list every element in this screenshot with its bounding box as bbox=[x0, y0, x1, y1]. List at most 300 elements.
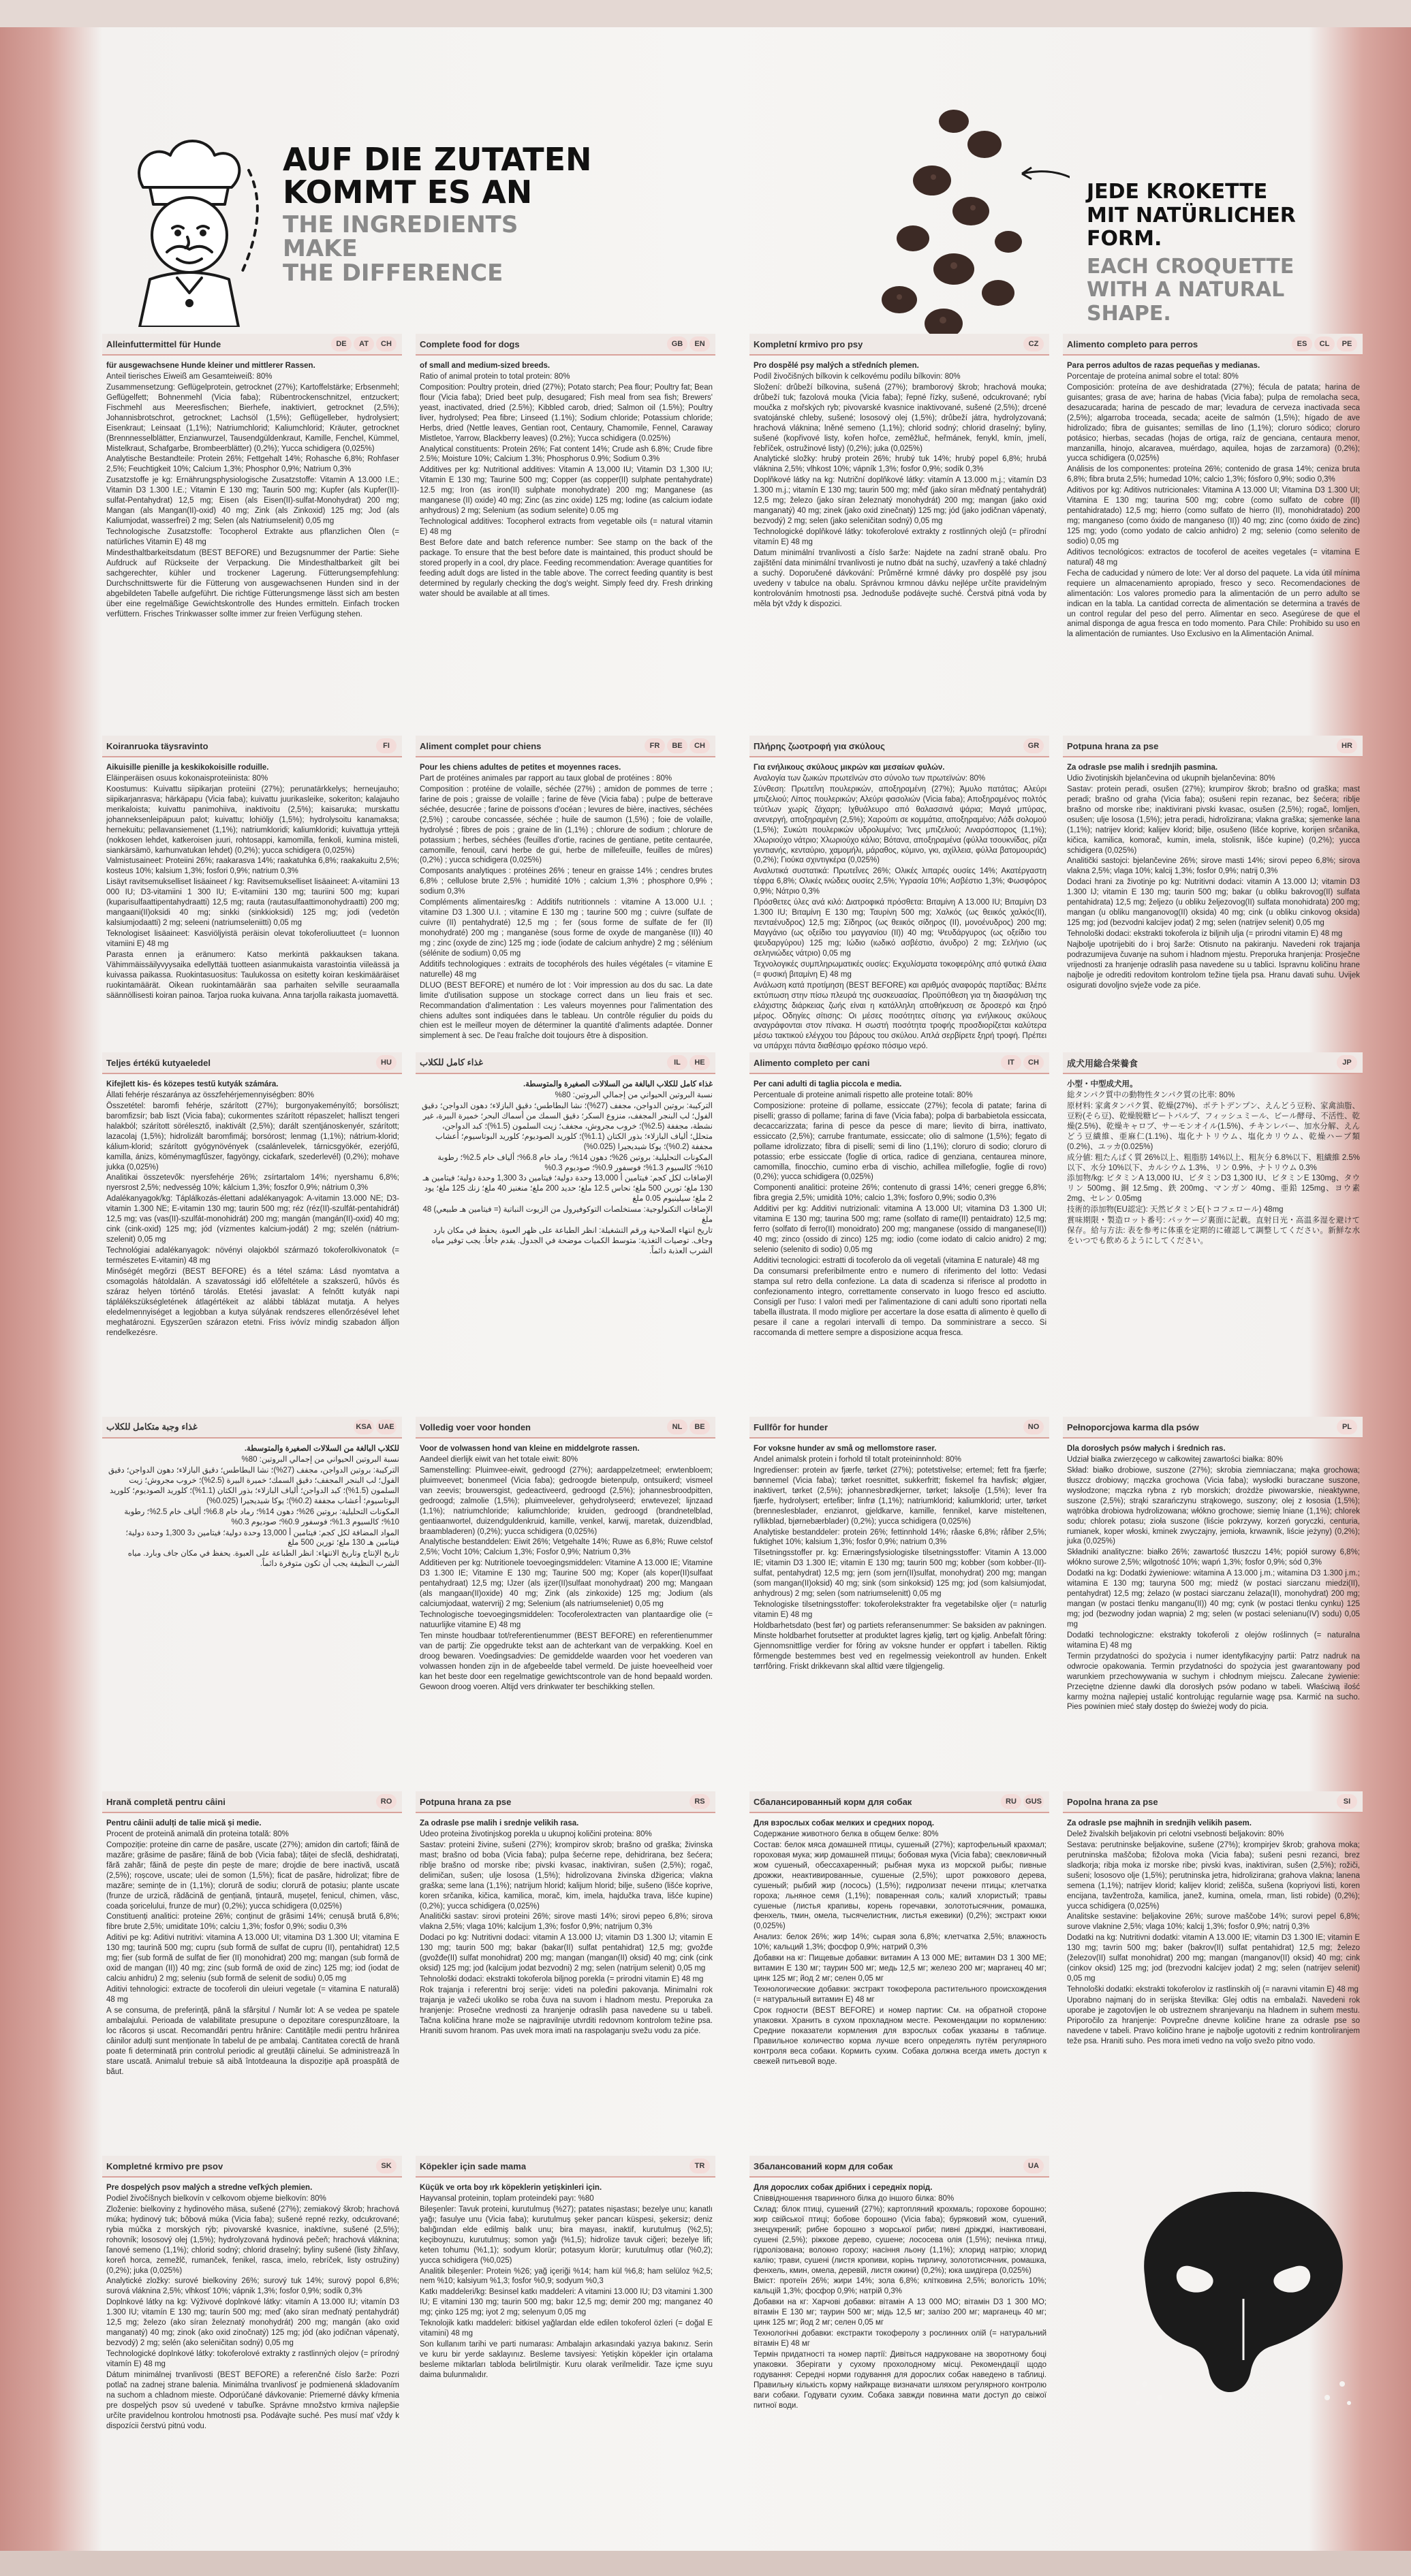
country-codes bbox=[1023, 738, 1044, 753]
panel-title: Fullfôr for hunder bbox=[754, 1421, 828, 1432]
panel-lead: Pour les chiens adultes de petites et moyennes races. bbox=[420, 764, 621, 772]
panel-text-line: Fecha de caducidad y número de lote: Ver al dorso del paquete. La vida útil mínima requiere un almacenamiento apropiado, fresco y seco. Recomendaciones de alimentación: Los valores promedio para la alimentación de un perro adulto se indican en la tabla. La cantidad correcta de alimentación se determina a través de un control regular del peso del perro. Alimentar en seco. Asegúrese de que el animal disponga de agua fresca en todo momento. Para Chile: Prohibido su uso en la alimentación de rumiantes. Uso Exclusivo en la Alimentación Animal. bbox=[1067, 569, 1360, 639]
panel-text-line: الإضافات لكل كجم: فيتامين أ 13,000 وحدة دولية؛ فيتامين د3 1,300 وحدة دولية؛ فيتامين هـ 130 ملغ؛ تورين 500 ملغ؛ نحاس 12.5 ملغ؛ حديد 200 ملغ؛ منغنيز 40 ملغ؛ زنك 125 ملغ؛ يود 2 ملغ؛ سيلينيوم 0.05 ملغ bbox=[422, 1174, 713, 1204]
panel-body bbox=[749, 356, 1049, 610]
panel-body bbox=[102, 2178, 402, 2432]
panel-lead: Za odrasle pse malih i srednjih pasmina. bbox=[1067, 764, 1218, 772]
panel-text-line: Analytické zložky: surové bielkoviny 26%; surový tuk 14%; surový popol 6,8%; surová vláknina 2,5%; vlhkosť 10%; vápnik 1,3%; fosfor 0,9%; sodík 0,3% bbox=[106, 2277, 399, 2296]
country-code-badge: PE bbox=[1337, 336, 1357, 351]
panel-lead: Для взрослых собак мелких и средних пород. bbox=[754, 1819, 935, 1827]
panel-body bbox=[1063, 757, 1363, 991]
panel-text-line: 総タンパク質中の動物性タンパク質の比率: 80% bbox=[1067, 1090, 1235, 1099]
panel-text-line: Dodatki na kg: Nutritivni dodatki: vitamin A 13.000 IE; vitamin D3 1.300 IE; vitamin E 130 mg; tavrin 500 mg; baker (bakrov(II) sulfat pentahidrat) 12,5 mg; železo (železov(II) sulfat monohidrat) 200 mg; mangan (manganov(II) oksid) 40 mg; cink (cinkov oksid) 125 mg; jod (brezvodni kalcijev jodat) 2 mg; selen (natrijev selenit) 0,05 mg bbox=[1067, 1934, 1360, 1983]
panel-lead: للكلاب البالغة من السلالات الصغيرة والمتوسطة. bbox=[244, 1445, 399, 1453]
country-codes bbox=[376, 1055, 397, 1070]
shape-line-4: WITH A NATURAL SHAPE. bbox=[1087, 278, 1285, 326]
country-code-badge: IL bbox=[667, 1055, 687, 1070]
country-code-badge: HR bbox=[1337, 738, 1357, 753]
language-panel bbox=[102, 1052, 402, 1338]
panel-lead: Για ενήλικους σκύλους μικρών και μεσαίων φυλών. bbox=[754, 764, 945, 772]
panel-text-line: Doplnkové látky na kg: Výživové doplnkové látky: vitamín A 13.000 IU; vitamín D3 1.300 IU; vitamín E 130 mg; taurín 500 mg; meď (ako síran meďnatý pentahydrát) 12,5 mg; železo (ako síran železnatý monohydrát) 200 mg; mangán (ako oxid manganatý) 40 mg; zinok (ako oxid zinočnatý) 125 mg; jód (ako jodičnan vápenatý, bezvodý) 2 mg; selén (ako seleničitan sodný) 0,05 mg bbox=[106, 2298, 399, 2348]
panel-text-line: Udział białka zwierzęcego w całkowitej zawartości białka: 80% bbox=[1067, 1455, 1284, 1464]
panel-text-line: Analitički sastojci: bjelančevine 26%; sirove masti 14%; sirovi pepeo 6,8%; sirova vlakna 2,5%; vlaga 10%; kalcij 1,3%; fosfor 0,9%; natrij 0,3% bbox=[1067, 857, 1360, 876]
panel-text-line: Dodatki na kg: Dodatki żywieniowe: witamina A 13.000 j.m.; witamina D3 1.300 j.m.; witamina E 130 mg; tauryna 500 mg; miedź (w postaci siarczanu miedzi(II), pentahydrat) 12,5 mg; żelazo (w postaci siarczanu żelaza(II), monohydrat) 200 mg; mangan (w postaci tlenku manganu(II)) 40 mg; cynk (w postaci tlenku cynku) 125 mg; jod (bezwodny jodan wapnia) 2 mg; selen (w postaci selenianu(IV) sodu) 0,05 mg bbox=[1067, 1569, 1360, 1629]
panel-text-line: Τεχνολογικές συμπληρωματικές ουσίες: Εκχυλίσματα τοκοφερόλης από φυτικά έλαια (= φυσική βιταμίνη E) 48 mg bbox=[754, 960, 1046, 979]
panel-body bbox=[749, 1439, 1049, 1672]
panel-text-line: Ingredienser: protein av fjærfe, tørket (27%); potetstivelse; ertemel; fett fra fjærfe; bønnemel (Vicia faba); tørket roesnittet, sukkerfritt; fiskemel fra havfisk; ølgjær, inaktivert, tørket (2,5%); johannesbrødkjerner, tørket; laksolje (1,5%); lever fra fjærfe, hydrolysert; ertefiber; linfrø (1,1%); natriumklorid; kaliumklorid; urter, tørket (brenneslesblader, enzianrot, gjeldkarve, kamille, fennikel, karve misteltenen, ryllikblad, bjørnebærblader) (0,2%); yucca schidigera (0,025%) bbox=[754, 1466, 1046, 1526]
country-code-badge: RU bbox=[1001, 1794, 1021, 1809]
panel-text-line: Analitikai összetevők: nyersfehérje 26%; zsírtartalom 14%; nyershamu 6,8%; nyersrost 2,5%; nedvesség 10%; kálcium 1,3%; foszfor 0,9%; nátrium 0,3% bbox=[106, 1174, 399, 1193]
panel-text-line: Состав: белок мяса домашней птицы, сушеный (27%); картофельный крахмал; гороховая мука; жир домашней птицы; бобовая мука (Vicia faba); свекловичный жом сушеный, обессахаренный; рыбная мука из морской рыбы; пивные дрожжи, неактивированные, сушеные (2,5%); шрот рожкового дерева, сушеный; рыбий жир (лосось) (1,5%); гидролизат печени птицы; клетчатка гороха; льняное семя (1,1%); поваренная соль; калий хлористый; травы сушеные (листья крапивы, корень горечавки, золототысячник, ромашка, фенхель, тмин, омела, тысячелистник, листья ежевики) (0,2%); экстракт юкки (0,025%) bbox=[754, 1840, 1046, 1931]
panel-text-line: Dodaci hrani za životinje po kg: Nutritivni dodaci: vitamin A 13.000 IJ; vitamin D3 1.300 IJ; vitamin E 130 mg; taurin 500 mg; bakar (u obliku bakrovog(II) sulfata pentahidrata) 12,5 mg; željezo (u obliku željezovog(II) sulfata monohidrata) 200 mg; mangan (u obliku manganovog(II) oksida) 40 mg; cink (u obliku cinkovog oksida) 125 mg; jod (bezvodni kalcijev jodat) 2 mg; selen (natrijev selenit) 0,05 mg bbox=[1067, 878, 1360, 928]
country-code-badge: SK bbox=[376, 2158, 397, 2173]
panel-header bbox=[1063, 1791, 1363, 1813]
panel-text-line: A se consuma, de preferință, până la sfârșitul / Număr lot: A se vedea pe spatele ambalajului. Perioada de valabilitate presupune o depozitare corespunzătoare, la loc răcoros și uscat. Recomandări pentru hrănire: Cantitățile medii pentru hrănirea câinilor adulți sunt menționate în tabelul de pe ambalaj. Cantitatea corectă de hrană poate fi determinată prin controlul periodic al greutății câinelui. Se administrează în stare uscată. Animalul trebuie să aibă întotdeauna la dispoziție apă proaspătă de băut. bbox=[106, 2006, 399, 2076]
panel-text-line: Tilsetningsstoffer pr. kg: Ernæringsfysiologiske tilsetningsstoffer: Vitamin A 13.000 IE; vitamin D3 1.300 IE; vitamin E 130 mg; taurin 500 mg; kobber (som kobber-(II)-sulfat, pentahydrat) 12,5 mg; jern (som jern(II)sulfat, monohydrat) 200 mg; mangan (som mangan(II)oksid) 40 mg; sink (som sinkoksid) 125 mg; jod (som kalsiumjodat, anhydrous) 2 mg; selen (som natriumselenitt) 0,05 mg bbox=[754, 1549, 1046, 1599]
panel-text-line: Sestava: perutninske beljakovine, sušene (27%); krompirjev škrob; grahova moka; perutninska maščoba; fižolova moka (Vicia faba); sušeni pesni rezanci, brez sladkorja; ribja moka iz morske ribe; pivski kvas, inaktiviran, sušen (2,5%); rožiči, sušeni; lososovo olje (1,5%); perutninska jetra, hidrolizirana; grahova vlakna; lanena semena (1,1%); natrijev klorid; kalijev klorid; zelišča, sušena (kopriyovi listi, koren encijana, tavžentroža, kamilica, janež, kumina, omela, rman, listi robide) (0,2%); yucca schidigera (0,025%) bbox=[1067, 1840, 1360, 1911]
panel-title: Köpekler için sade mama bbox=[420, 2161, 527, 2171]
panel-body bbox=[416, 1439, 715, 1693]
panel-text-line: Technologické doplnkové látky: tokoferolové extrakty z rastlinných olejov (= prírodný vitamín E) 48 mg bbox=[106, 2350, 399, 2368]
panel-text-line: Additives per kg: Nutritional additives: Vitamin A 13,000 IU; Vitamin D3 1,300 IU; Vitamin E 130 mg; Taurine 500 mg; Copper (as copper(II) sulphate pentahydrate) 12.5 mg; Iron (as iron(II) sulphate monohydrate) 200 mg; Manganese (as manganese (II) oxide) 40 mg; Zinc (as zinc oxide) 125 mg; Iodine (as calcium iodate anhydrous) 2 mg; Selenium (as sodium selenite) 0.05 mg bbox=[420, 466, 713, 516]
panel-text-line: Ratio of animal protein to total protein: 80% bbox=[420, 372, 570, 381]
panel-text-line: Співвідношення тваринного білка до іншого білка: 80% bbox=[754, 2194, 955, 2203]
panel-header bbox=[416, 1052, 715, 1074]
panel-text-line: Composición: proteína de ave deshidratada (27%); fécula de patata; harina de guisantes; grasa de ave; harina de habas (Vicia faba); pulpa de remolacha seca, desazucarada; harina de pescado de mar; levadura de cerveza inactivada seca (2,5%); algarroba troceada, secada; aceite de salmón (1,5%); hígado de ave hidrolizado; fibra de guisantes; semillas de lino (1,1%); cloruro sódico; cloruro potásico; hierbas, secadas (hojas de ortiga, raíz de genciana, centaura menor, manzanilla, hinojo, alcaravea, muérdago, aquilea, hojas de zarzamora) (0,2%); yucca schidigera (0,025%) bbox=[1067, 383, 1360, 463]
panel-header bbox=[102, 1052, 402, 1074]
panel-header bbox=[416, 1791, 715, 1813]
panel-text-line: Additifs technologiques : extraits de tocophérols des huiles végétales (= vitamine E naturelle) 48 mg bbox=[420, 960, 713, 979]
panel-text-line: Termin przydatności do spożycia i numer identyfikacyjny partii: Patrz nadruk na odwrocie opakowania. Termin przydatności do spożycia jest gwarantowany pod warunkiem przechowywania w suchym i chłodnym miejscu. Zalecane żywienie: Przeciętne dzienne dawki dla dorosłych psów podano w tabeli. Właściwą ilość karmy można najlepiej ustalić kontrolując regularnie wagę psa. Karmić na sucho. Pies powinien mieć stały dostęp do świeżej wody do picia. bbox=[1067, 1652, 1360, 1712]
panel-text-line: المكونات التحليلية: بروتين 26%؛ دهون 14%؛ رماد خام 6.8%؛ ألياف خام 2.5%؛ رطوبة 10%؛ كالسيوم 1.3%؛ فوسفور 0.9%؛ صوديوم 0.3% bbox=[124, 1507, 399, 1526]
panel-text-line: Zloženie: bielkoviny z hydinového mäsa, sušené (27%); zemiakový škrob; hrachová múka; hydinový tuk; bôbová múka (Vicia faba); sušené repné rezky, odcukrované; rybia múčka z morských rýb; pivovarské kvasnice, inaktívne, sušené (2,5%); rohovník; lososový olej (1,5%); hydrolyzovaná hydinová pečeň; hrachová vláknina; ľanové semeno (1,1%); chlorid sodný; chlorid draselný; byliny sušené (listy žihľavy, koreň horca, zemežlč, rumanček, fenikel, rasca, imelo, rebríček, listy ostružiny) (0,2%); juka (0,025%) bbox=[106, 2205, 399, 2275]
panel-text-line: Technológiai adalékanyagok: növényi olajokból származó tokoferolkivonatok (= természetes E-vitamin) 48 mg bbox=[106, 1246, 399, 1265]
panel-text-line: Tehnološki dodaci: ekstrakti tokoferola biljnog porekla (= prirodni vitamin E) 48 mg bbox=[420, 1975, 704, 1984]
panel-header bbox=[749, 1417, 1049, 1439]
panel-lead: 小型・中型成犬用。 bbox=[1067, 1080, 1138, 1088]
panel-text-line: Teknologiske tilsetningsstoffer: tokoferolekstrakter fra vegetabilske oljer (= naturlig vitamin E) 48 mg bbox=[754, 1601, 1046, 1619]
country-codes bbox=[1337, 738, 1357, 753]
panel-text-line: 賞味期限・製造ロット番号: パッケージ裏面に記載。直射日光・高温多湿を避けて保存。給与方法: 表を参考に体重を定期的に確認して調整してください。新鮮な水をいつでも飲めるようにしてください。 bbox=[1067, 1216, 1360, 1246]
language-panel bbox=[416, 736, 715, 1042]
panel-text-line: Najbolje upotrijebiti do i broj šarže: Otisnuto na pakiranju. Navedeni rok trajanja podrazumijeva čuvanje na suhom i hladnom mjestu. Preporuka hranjenja: Prosječne vrijednosti za hranjenje odraslih pasa navedene su u tablici. Ispravnu količinu hrane najbolje je odrediti redovitom kontrolom težine tijela psa. Hranu davati suhu. Uvijek osigurati dovoljno svježe vode za piće. bbox=[1067, 940, 1360, 990]
panel-text-line: Technological additives: Tocopherol extracts from vegetable oils (= natural vitamin E) 48 mg bbox=[420, 518, 713, 536]
country-code-badge: HE bbox=[689, 1055, 710, 1070]
panel-text-line: Minőségét megőrzi (BEST BEFORE) és a tétel száma: Lásd nyomtatva a csomagolás hátoldalán. A szavatossági idő előfeltétele a szakszerű, hűvös és száraz helyen történő tárolás. Etetési javaslat: A felnőtt kutyák napi táplálékszükségletének átlagértékeit az alábbi táblázat mutatja. A helyes eledelmennyiséget a legjobban a kutya súlyának rendszeres ellenőrzésével lehet meghatározni. Egyszerűen szárazon etetni. Friss ivóvíz mindig szabadon álljon rendelkezésre. bbox=[106, 1267, 399, 1337]
panel-header bbox=[749, 1791, 1049, 1813]
panel-text-line: Holdbarhetsdato (best før) og partiets referansenummer: Se baksiden av pakningen. Minste holdbarhet forutsetter at produktet lagres kjølig, tørt og kjølig. Anbefalt fôring: Gjennomsnittlige verdier for fôring av voksne hunder er oppført i tabellen. Riktig fôrmengde bestemmes best ved en regelmessig veiekontroll av hunden. Enkelt tørrfôring. Friskt drikkevann skal alltid være tilgjengelig. bbox=[754, 1621, 1046, 1671]
panel-text-line: Вміст: протеїн 26%; жири 14%; зола 6,8%; клітковина 2,5%; вологість 10%; кальцій 1,3%; фосфор 0,9%; натрій 0,3% bbox=[754, 2277, 1046, 2296]
country-code-badge: GR bbox=[1023, 738, 1044, 753]
country-codes bbox=[376, 1794, 397, 1809]
panel-text-line: التركيبة: بروتين الدواجن، مجفف (27%)؛ نشا البطاطس؛ دقيق البازلاء؛ دهون الدواجن؛ دقيق الفول؛ لب البنجر المجفف؛ دقيق السمك؛ خميرة البيرة (2.5%)؛ خروب مجروش؛ زيت السلمون (1.5%)؛ كبد الدواجن؛ ألياف البازلاء؛ بذور الكتان (1.1%)؛ كلوريد الصوديوم؛ كلوريد البوتاسيوم؛ أعشاب مجففة (0.2%)؛ يوكا شيديجيرا (0.025%) bbox=[108, 1466, 399, 1505]
panel-text-line: Mindesthaltbarkeitsdatum (BEST BEFORE) und Bezugsnummer der Partie: Siehe Aufdruck auf Rückseite der Verpackung. Die Mindesthaltbarkeit gilt bei sachgerechter, kühler und trockener Lagerung. Fütterungsempfehlung: Durchschnittswerte für die Fütterung von ausgewachsenen Hunden sind in der abgebildeten Tabelle aufgeführt. Die richtige Fütterungsmenge lässt sich am besten über eine regelmäßige Gewichtskontrolle des Hundes ermitteln. Einfach trocken verfüttern. Frisches Trinkwasser sollte immer zur freien Verfügung stehen. bbox=[106, 548, 399, 618]
panel-text-line: Sastav: protein peradi, osušen (27%); krumpirov škrob; brašno od graška; mast peradi; brašno od graha (Vicia faba); osušeni repin rezanac, bez šećera; riblje brašno od morske ribe; inaktivirani pivski kvasac, osušen (2,5%); rogač, lomljen, osušen; ulje lososa (1,5%); jetra peradi, hidrolizirana; vlakna graška; sjemenke lana (1,1%); natrijev klorid; kalijev klorid; bilje, osušeno (lišće koprive, korijen srčanika, kičica, kamilica, komorač, kumin, imela, stolisnik, lišće kupine) (0,2%); yucca schidigera (0,025%) bbox=[1067, 785, 1360, 855]
panel-header bbox=[749, 736, 1049, 757]
country-code-badge: UA bbox=[1023, 2158, 1044, 2173]
panel-text-line: المواد المضافة لكل كجم: فيتامين أ 13,000 وحدة دولية؛ فيتامين د3 1,300 وحدة دولية؛ فيتامين هـ 130 ملغ؛ تورين 500 ملغ bbox=[125, 1528, 399, 1548]
panel-header bbox=[102, 736, 402, 757]
panel-lead: Voor de volwassen hond van kleine en middelgrote rassen. bbox=[420, 1445, 640, 1453]
panel-title: Alleinfuttermittel für Hunde bbox=[106, 339, 221, 349]
language-panel bbox=[102, 1791, 402, 2077]
panel-title: Hrană completă pentru câini bbox=[106, 1796, 226, 1807]
language-panel bbox=[1063, 1417, 1363, 1713]
panel-text-line: Technologische Zusatzstoffe: Tocopherol Extrakte aus pflanzlichen Ölen (= natürliches Vitamin E) 48 mg bbox=[106, 528, 399, 546]
language-panel bbox=[749, 2156, 1049, 2412]
country-code-badge: FI bbox=[376, 738, 397, 753]
panel-text-line: تاريخ انتهاء الصلاحية ورقم التشغيلة: انظر الطباعة على ظهر العبوة. يحفظ في مكان بارد وجاف. توصيات التغذية: متوسط الكميات موضحة في الجدول. يقدم جافاً. يجب توفير مياه الشرب العذبة دائماً. bbox=[431, 1227, 713, 1255]
panel-text-line: Análisis de los componentes: proteína 26%; contenido de grasa 14%; ceniza bruta 6,8%; fibra bruta 2,5%; humedad 10%; calcio 1,3%; fósforo 0,9%; sodio 0,3% bbox=[1067, 465, 1360, 484]
panel-title: Alimento completo para perros bbox=[1067, 339, 1198, 349]
language-panel bbox=[102, 736, 402, 1002]
country-code-badge: CH bbox=[1023, 1055, 1044, 1070]
panel-header bbox=[1063, 1417, 1363, 1439]
country-code-badge: CZ bbox=[1023, 336, 1044, 351]
country-codes bbox=[645, 738, 710, 753]
panel-lead: Pentru câinii adulți de talie mică și medie. bbox=[106, 1819, 262, 1827]
panel-title: Kompletní krmivo pro psy bbox=[754, 339, 863, 349]
panel-title: غذاء كامل للكلاب bbox=[420, 1057, 483, 1067]
panel-text-line: Additieven per kg: Nutritionele toevoegingsmiddelen: Vitamine A 13.000 IE; Vitamine D3 1.300 IE; Vitamine E 130 mg; Taurine 500 mg; Koper (als koper(II)sulfaat pentahydraat) 12,5 mg; IJzer (als ijzer(II)sulfaat monohydraat) 200 mg; Mangaan (als mangaan(II)oxide) 40 mg; Zink (als zinkoxide) 125 mg; Jodium (als calciumjodaat, watervrij) 2 mg; Selenium (als natriumseleniet) 0,05 mg bbox=[420, 1559, 713, 1609]
panel-text-line: Zusatzstoffe je kg: Ernährungsphysiologische Zusatzstoffe: Vitamin A 13.000 I.E.; Vitamin D3 1.300 I.E.; Vitamin E 130 mg; Taurin 500 mg; Kupfer (als Kupfer(II)-sulfat-Pentahydrat) 12,5 mg; Eisen (als Eisen(II)-sulfat-Monohydrat) 200 mg; Mangan (als Mangan(II)-oxid) 40 mg; Zink (als Zinkoxid) 125 mg; Jod (als Kaliumjodat, wasserfrei) 2 mg; Selen (als Natriumselenit) 0,05 mg bbox=[106, 476, 399, 526]
panel-body bbox=[1063, 356, 1363, 640]
panel-text-line: Skład: białko drobiowe, suszone (27%); skrobia ziemniaczana; mąka grochowa; tłuszcz drobiowy; mączka grochowa (Vicia faba); wysłodki buraczane suszone, wysłodzone; mączka rybna z ryb morskich; drożdże piwowarskie, nieaktywne, suszone (2,5%); strąki szarańczynu strąkowego, suszony; olej z łososia (1,5%); wątróbka drobiowa hydrolizowana; włókno grochowe; siemię lniane (1,1%); chlorek sodu; chlorek potasu; zioła suszone (liście pokrzywy, korzeń goryczki, centuria, rumianek, koper włoski, kminek zwyczajny, jemioła, krwawnik, liście jeżyny) (0,2%); juka (0,025%) bbox=[1067, 1466, 1360, 1546]
panel-text-line: 原材料: 家禽タンパク質、乾燥(27%)、ポテトデンプン、えんどう豆粉、家禽油脂、豆粉(そら豆)、乾燥脱糖ビートパルプ、フィッシュミール、ビール酵母、不活性、乾燥(2.5%)、乾燥キャロブ、サーモンオイル(1.5%)、チキンレバー、加水分解、えんどう豆繊維、亜麻仁(1.1%)、塩化ナトリウム、塩化カリウム、乾燥ハーブ類(0.2%)、ユッカ(0.025%) bbox=[1067, 1101, 1360, 1151]
panel-lead: Для дорослих собак дрібних і середніх порід. bbox=[754, 2184, 933, 2192]
panel-text-line: Hayvansal proteinin, toplam proteindeki payı: %80 bbox=[420, 2194, 594, 2203]
language-panel bbox=[416, 2156, 715, 2381]
country-code-badge: IT bbox=[1001, 1055, 1021, 1070]
panel-text-line: Technologické doplňkové látky: tokoferolové extrakty z rostlinných olejů (= přírodní vitamín E) 48 mg bbox=[754, 528, 1046, 546]
panel-header bbox=[749, 1052, 1049, 1074]
language-panel bbox=[1063, 334, 1363, 640]
panel-text-line: Ten minste houdbaar tot/referentienummer (BEST BEFORE) en referentienummer van de partij: Zie opgedrukte tekst aan de achterkant van de verpakking. Koel en droog bewaren. Voedingsadvies: De gemiddelde waarden voor het voederen van volwassen honden zijn in de afgebeelde tabel vermeld. De juiste hoeveelheid voer kan het beste door een regelmatige gewichtscontrole van de hond bepaald worden. Gewoon droog voeren. Altijd vers drinkwater ter beschikking stellen. bbox=[420, 1631, 713, 1691]
panel-text-line: نسبة البروتين الحيواني من إجمالي البروتين: 80% bbox=[555, 1090, 713, 1099]
country-codes bbox=[354, 1419, 397, 1434]
panel-body bbox=[1063, 1074, 1363, 1246]
panel-text-line: Σύνθεση: Πρωτεΐνη πουλερικών, αποξηραμένη (27%); Άμυλο πατάτας; Αλεύρι μπιζελιού; Λίπος πουλερικών; Αλεύρι φασολιών (Vicia faba); Αποξηραμένος πολτός τεύτλων χωρίς ζάχαρη; Ιχθυάλευρο από θαλασσινά ψάρια; Μαγιά μπύρας, ανενεργή, αποξηραμένη (2,5%); Χαρούπι σε κομμάτια, αποξηραμένο; Λάδι σολομού (1,5%); Συκώτι πουλερικών υδρολυμένο; Ίνες μπιζελιού; Λιναρόσπορος (1,1%); Χλωριούχο νάτριο; Χλωριούχο κάλιο; Βότανα, αποξηραμένα (φύλλα τσουκνίδας, ρίζα γεντιανής, κενταύριο, χαμομήλι, μάραθος, κύμινο, γκι, αχίλλεια, φύλλα βατομουριάς) (0,2%); Γιούκα σχιντιγκέρα (0,025%) bbox=[754, 785, 1046, 865]
panel-text-line: Analitske sestavine: beljakovine 26%; surove maščobe 14%; surovi pepel 6,8%; surove vlaknine 2,5%; vlaga 10%; kalcij 1,3%; fosfor 0,9%; natrij 0,3% bbox=[1067, 1913, 1360, 1932]
language-panel bbox=[416, 1791, 715, 2037]
country-code-badge: NL bbox=[667, 1419, 687, 1434]
panel-text-line: Dodatki technologiczne: ekstrakty tokoferoli z olejów roślinnych (= naturalna witamina E) 48 mg bbox=[1067, 1631, 1360, 1650]
panel-lead: Küçük ve orta boy ırk köpeklerin yetişkinleri için. bbox=[420, 2184, 602, 2192]
panel-text-line: Aditivos tecnológicos: extractos de tocoferol de aceites vegetales (= vitamina E natural) 48 mg bbox=[1067, 548, 1360, 567]
panel-text-line: Technologische toevoegingsmiddelen: Tocoferolextracten van plantaardige olie (= natuurlijke vitamine E) 48 mg bbox=[420, 1611, 713, 1629]
country-codes bbox=[667, 1419, 710, 1434]
headline bbox=[283, 143, 593, 286]
country-code-badge: PL bbox=[1337, 1419, 1357, 1434]
bag-top-seam bbox=[0, 0, 1411, 27]
country-codes bbox=[1292, 336, 1357, 351]
panel-text-line: Tehnološki dodatki: ekstrakti tokoferolov iz rastlinskih olj (= naravni vitamin E) 48 mg bbox=[1067, 1985, 1359, 1994]
panel-lead: für ausgewachsene Hunde kleiner und mittlerer Rassen. bbox=[106, 362, 315, 370]
language-panel bbox=[749, 334, 1049, 610]
panel-text-line: Koostumus: Kuivattu siipikarjan proteiini (27%); perunatärkkelys; herneujauho; siipikarjanrasva; härkäpapu (Vicia faba); kuivattu juurikasleike, sokeriton; kalajauho merikaloista; kuivattu panimohiiva, inaktivoitu (2,5%); kaisaruka; murskattu johanneksenleipäpuun palot; kuivattu; lohiöljy (1,5%); hydrolysoitu kanamaksa; hernekuitu; pellavansiemenet (1,1%); natriumkloridi; kaliumkloridi; kuivattuja yrttejä (nokkosen lehdet, katkeroisen juuri, rohtosappi, kamomilla, fenkoli, kumina misteli, siankärsämö, karhunvatukan lehdet) (0,2%); yucca schidigera (0,025%) bbox=[106, 785, 399, 855]
panel-title: Сбалансированный корм для собак bbox=[754, 1796, 912, 1807]
panel-lead: Dla dorosłych psów małych i średnich ras. bbox=[1067, 1445, 1226, 1453]
panel-title: Збалансований корм для собак bbox=[754, 2161, 893, 2171]
country-code-badge: EN bbox=[689, 336, 710, 351]
panel-text-line: Valmistusaineet: Proteiini 26%; raakarasva 14%; raakatuhka 6,8%; raakakuitu 2,5%; kosteus 10%; kalsium 1,3%; fosfori 0,9%; natrium 0,3% bbox=[106, 857, 399, 876]
panel-text-line: Aditivos por kg: Aditivos nutricionales: Vitamina A 13.000 UI; Vitamina D3 1.300 UI; Vitamina E 130 mg; taurina 500 mg; cobre (como sulfato de cobre (II) pentahidratado) 12,5 mg; hierro (como sulfato de hierro (II), monohidratado) 200 mg; manganeso (como óxido de manganeso (II)) 40 mg; zinc (como óxido de zinc) 125 mg; yodo (como yodato de calcio anhidro) 2 mg; selenio (como selenito de sodio) 0,05 mg bbox=[1067, 486, 1360, 546]
panel-text-line: Porcentaje de proteína animal sobre el total: 80% bbox=[1067, 372, 1239, 381]
panel-text-line: Uporabno najmanj do in serijska številka: Glej odtis na embalaži. Navedeni rok uporabe je zagotovljen le ob ustreznem shranjevanju na hladnem in suhem mestu. Priporočilo za hranjenje: Povprečne dnevne količine hrane za odrasle pse so navedene v tabeli. Pravo količino hrane je najbolje ugotoviti z rednim kontroliranjem teže psa. Hraniti suho. Pes mora imeti vedno na voljo svežo pitno vodo. bbox=[1067, 1996, 1360, 2045]
country-code-badge: BE bbox=[667, 738, 687, 753]
panel-text-line: Compoziție: proteine din carne de pasăre, uscate (27%); amidon din cartofi; făină de mazăre; grăsime de pasăre; făină de bob (Vicia faba); tăiței de sfeclă, deshidratați, fără zahăr; făină de pește din pește de mare; drojdie de bere inactivă, uscată (2,5%); roșcove, uscate; ulei de somon (1,5%); ficat de pasăre, hidrolizat; fibre de mazăre; semințe de in (1,1%); clorură de sodiu; clorură de potasiu; plante uscate (frunze de urzică, rădăcină de gențiană, țintaură, mușețel, fenicul, chimen, vâsc, coada șoricelului, frunze de mur) (0,2%); yucca schidigera (0,025%) bbox=[106, 1840, 399, 1911]
panel-header bbox=[1063, 736, 1363, 757]
shape-line-1: JEDE KROKETTE bbox=[1087, 180, 1268, 204]
country-code-badge: DE bbox=[331, 336, 352, 351]
panel-text-line: Analitički sastav: sirovi proteini 26%; sirove masti 14%; sirovi pepeo 6,8%; sirova vlakna 2,5%; vlaga 10%; kalcijum 1,3%; fosfor 0,9%; natrijum 0,3% bbox=[420, 1913, 713, 1932]
panel-header bbox=[416, 334, 715, 356]
language-panel bbox=[102, 2156, 402, 2432]
panel-text-line: Analytical constituents: Protein 26%; Fat content 14%; Crude ash 6.8%; Crude fibre 2.5%; Moisture 10%; Calcium 1.3%; Phosphorus 0.9%; Sodium 0.3% bbox=[420, 445, 713, 464]
croquette-icon bbox=[852, 95, 1070, 354]
panel-text-line: Технологические добавки: экстракт токоферола растительного происхождения (= натуральный витамин E) 48 мг bbox=[754, 1985, 1046, 2004]
panel-text-line: Podíl živočišných bílkovin k celkovému podílu bílkovin: 80% bbox=[754, 372, 961, 381]
country-code-badge: KSA bbox=[354, 1419, 374, 1434]
country-code-badge: AT bbox=[354, 336, 374, 351]
panel-lead: Za odrasle pse malih i srednje velikih rasa. bbox=[420, 1819, 579, 1827]
country-codes bbox=[1023, 1419, 1044, 1434]
panel-body bbox=[102, 356, 402, 619]
panel-text-line: Aditivi tehnologici: extracte de tocoferoli din uleiuri vegetale (= vitamina E naturală) 48 mg bbox=[106, 1985, 399, 2004]
panel-lead: Za odrasle pse majhnih in srednjih velikih pasem. bbox=[1067, 1819, 1252, 1827]
panel-text-line: Állati fehérje részaránya az összfehérjemennyiségben: 80% bbox=[106, 1090, 314, 1099]
panel-text-line: Eläinperäisen osuus kokonaisproteiinista: 80% bbox=[106, 774, 268, 783]
panel-title: Koiranruoka täysravinto bbox=[106, 740, 208, 751]
panel-title: غذاء وجبة متكامل للكلاب bbox=[106, 1421, 198, 1432]
panel-text-line: Aditivi pe kg: Aditivi nutritivi: vitamina A 13.000 UI; vitamina D3 1.300 UI; vitamina E 130 mg; taurină 500 mg; cupru (sub formă de sulfat de cupru (II), pentahidrat) 12,5 mg; fier (sub formă de sulfat de fier (II) monohidrat) 200 mg; mangan (sub formă de oxid de mangan (II)) 40 mg; zinc (sub formă de oxid de zinc) 125 mg; iod (iodat de calciu anhidru) 2 mg; seleniu (sub formă de selenit de sodiu) 0,05 mg bbox=[106, 1934, 399, 1983]
panel-header bbox=[102, 1417, 402, 1439]
panel-header bbox=[102, 1791, 402, 1813]
panel-text-line: Složení: drůbeží bílkovina, sušená (27%); bramborový škrob; hrachová mouka; drůbeží tuk; fazolová mouka (Vicia faba); řepné řízky, sušené, odcukrované; rybí moučka z mořských ryb; pivovarské kvasnice inaktivované, sušené (2,5%); drcené svatojánské chleby, sušené; lososový olej (1,5%); drůbeží játra, hydrolyzovaná; hrachová vláknina; lněné semeno (1,1%); chlorid sodný; chlorid draselný; byliny, sušené (kopřivové listy, kořen hořce, zeměžluč, heřmánek, fenykl, kmín, jmelí, řebříček, ostružinové listy) (0,2%); juka (0,025%) bbox=[754, 383, 1046, 453]
panel-text-line: Sastav: proteini živine, sušeni (27%); krompirov skrob; brašno od graška; živinska mast; brašno od boba (Vicia faba); pulpa šećerne repe, dehidrirana, bez šećera; riblje brašno od morske ribe; pivski kvasac, inaktiviran, sušen (2,5%); rogač, delimičan, sušen; ulje lososa (1,5%); hidrolizovana živinska džigerica; vlakna graška; seme lana (1,1%); natrijum hlorid; kalijum hlorid; bilje, sušeno (lišće koprive, koren srčanika, kičica, kamilica, morač, kim, imela, hajdučka trava, lišće kupine) (0,2%); yucca schidigera (0,025%) bbox=[420, 1840, 713, 1911]
panel-body bbox=[749, 757, 1049, 1052]
panel-text-line: Технологічні добавки: екстракти токоферолу з рослинних олій (= натуральний вітамін E) 48 мг bbox=[754, 2329, 1046, 2349]
panel-text-line: Zusammensetzung: Geflügelprotein, getrocknet (27%); Kartoffelstärke; Erbsenmehl; Geflügelfett; Bohnenmehl (Vicia faba); Rübentrockenschnitzel, entzuckert; Fischmehl aus Meeresfischen; Bierhefe, inaktiviert, getrocknet (2,5%); Johannisbrotschrot, getrocknet; Lachsöl (1,5%); Geflügelleber, hydrolysiert; Eisenkraut; Leinsaat (1,1%); Natriumchlorid; Kaliumchlorid; Kräuter, getrocknet (Brennnesselblätter, Enzianwurzel, Tausendgüldenkraut, Kamille, Fenchel, Kümmel, Mistelkraut, Schafgarbe, Brombeerblätter) (0,2%); Yucca schidigera (0,025%) bbox=[106, 383, 399, 453]
panel-text-line: Doplňkové látky na kg: Nutriční doplňkové látky: vitamín A 13.000 m.j.; vitamín D3 1.300 m.j.; vitamín E 130 mg; taurin 500 mg; měď (jako síran měďnatý pentahydrát) 12,5 mg; železo (jako síran železnatý monohydrát) 200 mg; mangan (jako oxid manganatý) 40 mg; zinek (jako oxid zinečnatý) 125 mg; jód (jako jodičnan vápenatý, bezvodý) 2 mg; selen (jako seleničitan sodný) 0,05 mg bbox=[754, 476, 1046, 526]
panel-text-line: Содержание животного белка в общем белке: 80% bbox=[754, 1829, 939, 1838]
panel-text-line: Analytické složky: hrubý protein 26%; hrubý tuk 14%; hrubý popel 6,8%; hrubá vláknina 2,5%; vlhkost 10%; vápník 1,3%; fosfor 0,9%; sodík 0,3% bbox=[754, 455, 1046, 474]
country-codes bbox=[689, 1794, 710, 1809]
panel-lead: For voksne hunder av små og mellomstore raser. bbox=[754, 1445, 937, 1453]
country-code-badge: GB bbox=[667, 336, 687, 351]
panel-body bbox=[416, 356, 715, 599]
country-codes bbox=[667, 336, 710, 351]
panel-title: Volledig voer voor honden bbox=[420, 1421, 531, 1432]
language-panel bbox=[1063, 1791, 1363, 2047]
country-code-badge: HU bbox=[376, 1055, 397, 1070]
panel-text-line: Анализ: белок 26%; жир 14%; сырая зола 6,8%; клетчатка 2,5%; влажность 10%; кальций 1,3%; фосфор 0,9%; натрий 0,3% bbox=[754, 1933, 1046, 1952]
panel-text-line: Anteil tierisches Eiweiß am Gesamteiweiß: 80% bbox=[106, 372, 273, 381]
panel-text-line: Lisäyt ravitsemukselliset lisäaineet / kg: Ravitsemukselliset lisäaineet: A-vitamiini 13 000 IU; D3-vitamiini 1 300 IU; E-vitamiini 130 mg; tauriini 500 mg; kupari (kuparisulfaattipentahydraatti) 12,5 mg; rauta (rautasulfaattimonohydraatti) 200 mg; mangaani(II)oksidi 40 mg; sinkki (sinkkioksidi) 125 mg; jodi (vedetön kalsiumjodaatti) 2 mg; seleeni (natriumseleniitti) 0,05 mg bbox=[106, 878, 399, 928]
panel-text-line: Udeo proteina životinjskog porekla u ukupnoj količini proteina: 80% bbox=[420, 1829, 652, 1838]
language-panel bbox=[102, 334, 402, 620]
panel-text-line: Analitik bileşenler: Protein %26; yağ içeriği %14; ham kül %6,8; ham selüloz %2,5; nem %10; kalsiyum %1,3; fosfor %0,9; sodyum %0,3 bbox=[420, 2267, 713, 2286]
panel-title: Potpuna hrana za pse bbox=[420, 1796, 512, 1807]
panel-text-line: Срок годности (BEST BEFORE) и номер партии: См. на обратной стороне упаковки. Хранить в сухом прохладном месте. Рекомендации по кормлению: Средние показатели кормления для взрослых собак указаны в таблице. Правильное количество корма лучше всего определять путём регулярного контроля веса собаки. Кормить сухим. Собака должна всегда иметь доступ к свежей питьевой воде. bbox=[754, 2006, 1046, 2066]
panel-text-line: Αναλυτικά συστατικά: Πρωτεΐνες 26%; Ολικές λιπαρές ουσίες 14%; Ακατέργαστη τέφρα 6,8%; Ολικές ινώδεις ουσίες 2,5%; Υγρασία 10%; Ασβέστιο 1,3%; Φωσφόρος 0,9%; Νάτριο 0,3% bbox=[754, 867, 1046, 896]
panel-title: Complete food for dogs bbox=[420, 339, 520, 349]
panel-text-line: Πρόσθετες ύλες ανά κιλό: Διατροφικά πρόσθετα: Βιταμίνη A 13.000 IU; Βιταμίνη D3 1.300 IU; Βιταμίνη E 130 mg; Ταυρίνη 500 mg; Χαλκός (ως θειικός χαλκός(II), πενταένυδρος) 12,5 mg; Σίδηρος (ως θειικός σίδηρος (II), μονοένυδρος) 200 mg; Μαγγάνιο (ως οξείδιο του μαγγανίου (II)) 40 mg; Ψευδάργυρος (ως οξείδιο του ψευδαργύρου) 125 mg; Ιώδιο (ιωδικό ασβέστιο, άνυδρο) 2 mg; Σελήνιο (ως σεληνιώδες νάτριο) 0,05 mg bbox=[754, 898, 1046, 958]
panel-lead: Pro dospělé psy malých a středních plemen. bbox=[754, 362, 919, 370]
panel-body bbox=[416, 1813, 715, 2037]
panel-header bbox=[102, 334, 402, 356]
country-code-badge: CH bbox=[689, 738, 710, 753]
panel-text-line: Parasta ennen ja eränumero: Katso merkintä pakkauksen takana. Vähimmäissäilyvyysaika edellyttää tuotteen asianmukaista varastointia viileässä ja kuivassa paikassa. Ruokintasuositus: Taulukossa on esitetty koiran keskimääräiset ruokintamäärät. Oikean ruokintamäärän saa parhaiten selville seuraamalla säännöllisesti koiran painoa. Tarjoa ruoka kuivana. Anna tarjolla raikasta juomavettä. bbox=[106, 950, 399, 1000]
panel-text-line: Part de protéines animales par rapport au taux global de protéines : 80% bbox=[420, 774, 672, 783]
panel-text-line: الإضافات التكنولوجية: مستخلصات التوكوفيرول من الزيوت النباتية (= فيتامين هـ طبيعي) 48 ملغ bbox=[422, 1206, 713, 1225]
panel-body bbox=[102, 1813, 402, 2077]
panel-text-line: Componenti analitici: proteine 26%; contenuto di grassi 14%; ceneri gregge 6,8%; fibra gregia 2,5%; umidità 10%; calcio 1,3%; fosforo 0,9%; sodio 0,3% bbox=[754, 1184, 1046, 1203]
panel-text-line: Összetétel: baromfi fehérje, szárított (27%); burgonyakeményítő; borsóliszt; baromfizsír; bab liszt (Vicia faba); cukormentes szárított répaszelet; halliszt tengeri halakból; szárított sörélesztő, inaktivált (2,5%); darált szentjánoskenyér, szárított; lazacolaj (1,5%); hidrolizált baromfimáj; borsórost; lenmag (1,1%); nátrium-klorid; kálium-klorid; szárított gyógynövények (csalánlevelek, tárnicsgyökér, ezerjófű, kamilla, ánizs, köménymagfűszer, fagyöngy, cickafark, szederlevél) (0,2%); mohave jukka (0,025%) bbox=[106, 1101, 399, 1172]
panel-header bbox=[749, 2156, 1049, 2178]
panel-text-line: نسبة البروتين الحيواني من إجمالي البروتين: 80% bbox=[241, 1455, 399, 1464]
panel-text-line: Ανάλωση κατά προτίμηση (BEST BEFORE) και αριθμός αναφοράς παρτίδας: Βλέπε εκτύπωση στην πίσω πλευρά της συσκευασίας. Προϋπόθεση για τη διασφάλιση της ελάχιστης διάρκειας ζωής είναι η κατάλληλη αποθήκευση σε δροσερό και ξηρό μέρος. Οδηγίες σίτισης: Οι μέσες ποσότητες σίτισης για ενήλικους σκύλους αναγράφονται στον πίνακα. Η σωστή ποσότητα τροφής προσδιορίζεται καλύτερα μέσω τακτικού ελέγχου του βάρους του σκύλου. Απλά σερβίρετε ξηρή τροφή. Πρέπει να υπάρχει πάντα διαθέσιμο φρέσκο πόσιμο νερό. bbox=[754, 981, 1046, 1051]
panel-text-line: Teknolojik katkı maddeleri: bitkisel yağlardan elde edilen tokoferol özleri (= doğal E vitamini) 48 mg bbox=[420, 2319, 713, 2338]
panel-text-line: Składniki analityczne: białko 26%; zawartość tłuszczu 14%; popiół surowy 6,8%; włókno surowe 2,5%; wilgotność 10%; wapń 1,3%; fosfor 0,9%; sód 0,3% bbox=[1067, 1548, 1360, 1567]
hero-croquette bbox=[852, 95, 1329, 354]
bag-bottom-seam bbox=[0, 2551, 1411, 2576]
panel-body bbox=[416, 757, 715, 1041]
panel-text-line: Tehnološki dodaci: ekstrakti tokoferola iz biljnih ulja (= prirodni vitamin E) 48 mg bbox=[1067, 930, 1343, 938]
country-codes bbox=[1001, 1794, 1044, 1809]
panel-text-line: Composition : protéine de volaille, séchée (27%) ; amidon de pommes de terre ; farine de pois ; graisse de volaille ; farine de fève (Vicia faba) ; pulpe de betterave séchée, desucrée ; farine de poissons d'océan ; levures de bière, inactives, séchées (2,5%) ; caroube concassée, séchée ; huile de saumon (1,5%) ; foie de volaille, hydrolysé ; fibres de pois ; graine de lin (1,1%) ; chlorure de sodium ; chlorure de potassium ; herbes, séchées (feuilles d'ortie, racines de gentiane, petite centaurée, camomille, fenouil, carvi herbe de gui, herbe de millefeuille, feuilles de mûres) (0,2%) ; yucca schidigera (0,025%) bbox=[420, 785, 713, 865]
panel-text-line: Compléments alimentaires/kg : Additifs nutritionnels : vitamine A 13.000 U.I. ; vitamine D3 1.300 U.I. ; vitamine E 130 mg ; taurine 500 mg ; cuivre (sulfate de cuivre (II) pentahydraté) 12,5 mg ; fer (sous forme de sulfate de fer (II) monohydraté) 200 mg ; manganèse (sous forme de oxyde de manganèse (II)) 40 mg ; zinc (oxyde de zinc) 125 mg ; iode (iodate de calcium anhydre) 2 mg ; sélénium (sélénite de sodium) 0,05 mg bbox=[420, 898, 713, 958]
language-panel bbox=[749, 736, 1049, 1052]
panel-header bbox=[102, 2156, 402, 2178]
panel-lead: Kifejlett kis- és közepes testű kutyák számára. bbox=[106, 1080, 279, 1088]
panel-text-line: Katkı maddeleri/kg: Besinsel katkı maddeleri: A vitamini 13.000 IU; D3 vitamini 1.300 IU; E vitamini 130 mg; taurin 500 mg; bakır 12,5 mg; demir 200 mg; manganez 40 mg; çinko 125 mg; iyot 2 mg; selenyum 0,05 mg bbox=[420, 2288, 713, 2317]
panel-text-line: Analytische Bestandteile: Protein 26%; Fettgehalt 14%; Rohasche 6,8%; Rohfaser 2,5%; Feuchtigkeit 10%; Calcium 1,3%; Phosphor 0,9%; Natrium 0,3% bbox=[106, 455, 399, 474]
panel-text-line: Composizione: proteine di pollame, essiccate (27%); fecola di patate; farina di piselli; grasso di pollame; farina di fave (Vicia faba); polpa di barbabietola essiccata, decaccarizzata; farina di pesce da pesce di mare; lievito di birra, inattivato, essiccato (2,5%); carrube frantumate, essiccate; olio di salmone (1,5%); fegato di pollame idrolizzato; fibra di piselli; semi di lino (1,1%); cloruro di sodio; cloruro di potassio; erbe essiccate (foglie di ortica, radice di genziana, centaurea minore, camomilla, finocchio, cumino erba di vischio, achillea millefoglie, foglie di rovo) (0,2%); yucca schidigera (0,025%) bbox=[754, 1101, 1046, 1182]
panel-text-line: Procent de proteină animală din proteina totală: 80% bbox=[106, 1829, 289, 1838]
language-panel bbox=[1063, 1052, 1363, 1247]
panel-text-line: Dodaci po kg: Nutritivni dodaci: vitamin A 13.000 IJ; vitamin D3 1.300 IJ; vitamin E 130 mg; taurin 500 mg; bakar (bakar(II) sulfat pentahidrat) 12,5 mg; gvožđe (gvožđe(II) sulfat monohidrat) 200 mg; mangan (mangan(II) oksid) 40 mg; cink (cink oksid) 125 mg; jod (kalcijum jodat bezvodni) 2 mg; selen (natrijum selenit) 0,05 mg bbox=[420, 1934, 713, 1973]
panel-text-line: DLUO (BEST BEFORE) et numéro de lot : Voir impression au dos du sac. La date limite d'utilisation suppose un stockage correct dans un lieu frais et sec. Recommandation d'alimentation : Les valeurs moyennes pour l'alimentation des chiens adultes sont indiquées dans le tableau. Un contrôle régulier du poids du chien est le meilleur moyen de déterminer la quantité d'aliments adaptée. Donner simplement à sec. De l'eau fraîche doit toujours être à disposition. bbox=[420, 981, 713, 1041]
language-panel bbox=[416, 334, 715, 600]
panel-header bbox=[1063, 334, 1363, 356]
country-codes bbox=[376, 2158, 397, 2173]
country-code-badge: RO bbox=[376, 1794, 397, 1809]
panel-text-line: Podiel živočíšnych bielkovín v celkovom objeme bielkovín: 80% bbox=[106, 2194, 326, 2203]
panel-text-line: Delež živalskih beljakovin pri celotni vsebnosti beljakovin: 80% bbox=[1067, 1829, 1284, 1838]
panel-text-line: Rok trajanja i referentni broj serije: videti na poleđini pakovanja. Minimalni rok trajanja je važeći ukoliko se roba čuva na suvom i hladnom mestu. Preporuka za hranjenje: Prosečne vrednosti za hranjenje odraslih pasa navedene su u tabeli. Tačna količina hrane može se najpravilnije utvrditi redovnom kontrolom težine psa. Hraniti suvom hranom. Pas uvek mora imati na raspolaganju svežu vodu za piće. bbox=[420, 1986, 713, 2035]
panel-text-line: Термін придатності та номер партії: Дивіться надруковане на зворотному боці упаковки. Зберігати у сухому прохолодному місці. Рекомендації щодо годування: Середні норми годування для дорослих собак наведено в таблиці. Правильну кількість корму найкраще визначати шляхом регулярного контролю ваги собаки. Годувати сухим. Собака завжди повинна мати доступ до свіжої питної води. bbox=[754, 2351, 1046, 2410]
shape-line-2: MIT NATÜRLICHER FORM. bbox=[1087, 203, 1296, 251]
panel-text-line: Analytiske bestanddeler: protein 26%; fettinnhold 14%; råaske 6,8%; råfiber 2,5%; fuktighet 10%; kalsium 1,3%; fosfor 0,9%; natrium 0,3% bbox=[754, 1528, 1046, 1547]
panel-lead: Per cani adulti di taglia piccola e media. bbox=[754, 1080, 902, 1088]
country-codes bbox=[1337, 1794, 1357, 1809]
panel-body bbox=[749, 1813, 1049, 2067]
country-codes bbox=[1337, 1055, 1357, 1070]
panel-text-line: Da consumarsi preferibilmente entro e numero di riferimento del lotto: Vedasi stampa sul retro della confezione. La data di scadenza si riferisce al prodotto in confezionamento integro, correttamente conservato in luogo fresco ed asciutto. Consigli per l'uso: I valori medi per l'alimentazione di cani adulti sono riportati nella tabella illustrata. Il modo migliore per accertare la dose esatta di alimento è quello di pesare il cane a regolari intervalli di tempo. Da somministrare a secco. Si raccomanda di mettere sempre a disposizione acqua fresca. bbox=[754, 1267, 1046, 1337]
language-panel bbox=[102, 1417, 402, 1570]
panel-body bbox=[1063, 1813, 1363, 2047]
country-code-badge: ES bbox=[1292, 336, 1312, 351]
panel-lead: of small and medium-sized breeds. bbox=[420, 362, 551, 370]
panel-title: 成犬用総合栄養食 bbox=[1067, 1058, 1138, 1069]
subline-line-1: THE INGREDIENTS MAKE bbox=[283, 210, 518, 263]
panel-text-line: Andel animalsk protein i forhold til totalt proteininnhold: 80% bbox=[754, 1455, 961, 1464]
panel-text-line: تاريخ الإنتاج وتاريخ الانتهاء: انظر الطباعة على العبوة. يحفظ في مكان جاف وبارد. مياه الشرب النظيفة يجب أن تكون متوفرة دائماً. bbox=[127, 1550, 399, 1569]
country-code-badge: SI bbox=[1337, 1794, 1357, 1809]
country-code-badge: RS bbox=[689, 1794, 710, 1809]
panel-text-line: 成分値: 粗たんぱく質 26%以上、粗脂肪 14%以上、粗灰分 6.8%以下、粗繊維 2.5%以下、水分 10%以下、カルシウム 1.3%、リン 0.9%、ナトリウム 0.3% bbox=[1067, 1153, 1360, 1172]
panel-text-line: المكونات التحليلية: بروتين 26%؛ دهون 14%؛ رماد خام 6.8%؛ ألياف خام 2.5%؛ رطوبة 10%؛ كالسيوم 1.3%؛ فوسفور 0.9%؛ صوديوم 0.3% bbox=[437, 1153, 713, 1172]
panel-text-line: Udio životinjskih bjelančevina od ukupnih bjelančevina: 80% bbox=[1067, 774, 1275, 783]
panel-text-line: Αναλογία των ζωικών πρωτεϊνών στο σύνολο των πρωτεϊνών: 80% bbox=[754, 774, 986, 783]
country-code-badge: UAE bbox=[376, 1419, 397, 1434]
country-code-badge: TR bbox=[689, 2158, 710, 2173]
panel-text-line: Bileşenler: Tavuk proteini, kurutulmuş (%27); patates nişastası; bezelye unu; kanatlı yağı; fasulye unu (Vicia faba); kurutulmuş şeker pancarı küspesi, şekersiz; deniz balığından elde edilmiş balık unu; bira mayası, inaktif, kurutulmuş (%2,5); keçiboynuzu, kurutulmuş; somon yağı (%1,5); hidrolize tavuk ciğeri; bezelye lifi; keten tohumu (%1,1); sodyum klorür; potasyum klorür; kurutulmuş otlar (%0,2); yucca schidigera (%0,025) bbox=[420, 2205, 713, 2265]
panel-text-line: Additivi tecnologici: estratti di tocoferolo da oli vegetali (vitamina E naturale) 48 mg bbox=[754, 1256, 1040, 1265]
panel-body bbox=[102, 1074, 402, 1338]
panel-text-line: Adalékanyagok/kg: Táplálkozás-élettani adalékanyagok: A-vitamin 13.000 NE; D3-vitamin 1.300 NE; E-vitamin 130 mg; taurin 500 mg; réz (réz(II)-szulfát-pentahidrát) 12,5 mg; vas (vas(II)-szulfát-monohidrát) 200 mg; mangán (mangán(II)-oxid) 40 mg; cink (cink-oxid) 125 mg; jód (vízmentes kalcium-jodát) 2 mg; szelén (nátrium-szelenit) 0,05 mg bbox=[106, 1195, 399, 1244]
panel-lead: Para perros adultos de razas pequeñas y medianas. bbox=[1067, 362, 1260, 370]
country-codes bbox=[1023, 336, 1044, 351]
panel-header bbox=[1063, 1052, 1363, 1074]
headline-line-2: KOMMT ES AN bbox=[283, 174, 533, 211]
panel-title: Teljes értékű kutyaeledel bbox=[106, 1057, 211, 1068]
panel-lead: غذاء كامل للكلاب البالغة من السلالات الصغيرة والمتوسطة. bbox=[523, 1080, 713, 1088]
country-codes bbox=[1023, 2158, 1044, 2173]
panel-title: Pełnoporcjowa karma dla psów bbox=[1067, 1421, 1199, 1432]
panel-title: Popolna hrana za pse bbox=[1067, 1796, 1158, 1807]
panel-text-line: التركيبة: بروتين الدواجن، مجفف (27%)؛ نشا البطاطس؛ دقيق البازلاء؛ دهون الدواجن؛ دقيق الفول؛ لب البنجر المجفف، منزوع السكر؛ دقيق السمك من أسماك البحر؛ خميرة البيرة، غير نشطة، مجففة (2.5%)؛ خروب مجروش، مجفف؛ زيت السلمون (1.5%)؛ كبد الدواجن، متحلل؛ ألياف البازلاء؛ بذور الكتان (1.1%)؛ كلوريد الصوديوم؛ كلوريد البوتاسيوم؛ أعشاب مجففة (0.2%)؛ يوكا شيديجيرا (0.025%) bbox=[422, 1101, 713, 1151]
chef-icon bbox=[102, 123, 273, 327]
country-codes bbox=[1001, 1055, 1044, 1070]
language-panel bbox=[749, 1791, 1049, 2068]
panel-header bbox=[416, 736, 715, 757]
subline-line-2: THE DIFFERENCE bbox=[283, 259, 503, 287]
panel-body bbox=[102, 757, 402, 1001]
panel-text-line: Composition: Poultry protein, dried (27%); Potato starch; Pea flour; Poultry fat; Bean flour (Vicia faba); Dried beet pulp, desugared; Fish meal from sea fish; Brewers' yeast, inactivated, dried (2.5%); Kibbled carob, dried; Salmon oil (1.5%); Poultry liver, hydrolysed; Pea fibre; Linseed (1.1%); Sodium chloride; Potassium chloride; Herbs, dried (Nettle leaves, Gentian root, Centaury, Chamomile, Fennel, Caraway Mistletoe, Yarrow, Blackberry leaves) (0.2%); Yucca schidigera (0.025%) bbox=[420, 383, 713, 443]
panel-body bbox=[416, 1074, 715, 1257]
country-codes bbox=[376, 738, 397, 753]
croquette-text bbox=[1087, 180, 1329, 326]
country-code-badge: FR bbox=[645, 738, 665, 753]
hero-ingredients bbox=[102, 123, 593, 327]
panel-title: Aliment complet pour chiens bbox=[420, 740, 542, 751]
country-code-badge: CH bbox=[376, 336, 397, 351]
panel-text-line: Добавки на кг: Пищевые добавки: витамин A 13 000 МЕ; витамин D3 1 300 МЕ; витамин E 130 мг; таурин 500 мг; медь 12,5 мг; железо 200 мг; марганец 40 мг; цинк 125 мг; йод 2 мг; селен 0,05 мг bbox=[754, 1954, 1046, 1983]
panel-header bbox=[416, 1417, 715, 1439]
panel-text-line: 技術的添加物(EU認定): 天然ビタミンE(トコフェロール) 48mg bbox=[1067, 1206, 1284, 1214]
panel-text-line: Analytische bestanddelen: Eiwit 26%; Vetgehalte 14%; Ruwe as 6,8%; Ruwe celstof 2,5%; Vocht 10%; Calcium 1,3%; Fosfor 0,9%; Natrium 0,3% bbox=[420, 1538, 713, 1557]
country-codes bbox=[1337, 1419, 1357, 1434]
language-panel bbox=[416, 1052, 715, 1257]
language-panel bbox=[416, 1417, 715, 1693]
panel-text-line: Aandeel dierlijk eiwit van het totale eiwit: 80% bbox=[420, 1455, 578, 1464]
panel-text-line: Percentuale di proteine animali rispetto alle proteine totali: 80% bbox=[754, 1090, 973, 1099]
panel-text-line: Teknologiset lisäaineet: Kasviöljyistä peräisin olevat tokoferoliuutteet (= luonnon vitamiini E) 48 mg bbox=[106, 930, 399, 948]
panel-title: Kompletné krmivo pre psov bbox=[106, 2161, 223, 2171]
panel-text-line: Best Before date and batch reference number: See stamp on the back of the package. To ensure that the best before date is maintained, this product should be stored properly in a cool, dry place. Feeding recommendation: Average quantities for feeding adult dogs are listed in the table above. The correct feeding quantity is best determined by regularly checking the dog's weight. Simply feed dry. Fresh drinking water should be available at all times. bbox=[420, 538, 713, 598]
country-codes bbox=[689, 2158, 710, 2173]
panel-title: Potpuna hrana za pse bbox=[1067, 740, 1159, 751]
country-code-badge: GUS bbox=[1023, 1794, 1044, 1809]
panel-lead: Aikuisille pienille ja keskikokoisille roduille. bbox=[106, 764, 269, 772]
panel-text-line: Datum minimální trvanlivosti a číslo šarže: Najdete na zadní straně obalu. Pro zajištění data minimální trvanlivosti je nutno dbát na suchý, uzavřený a také chladný a suchý. Doporučené dávkování: Průměrné krmné dávky pro dospělé psy jsou uvedeny v tabulce na obalu. Správnou krmnou dávku nejlépe určíte pravidelným kontrolováním hmotnosti psa. Jednoduše podávejte suché. Čerstvá pitná voda by měla být vždy k dispozici. bbox=[754, 548, 1046, 608]
panel-text-line: 添加物/kg: ビタミンA 13,000 IU、ビタミンD3 1,300 IU、ビタミンE 130mg、タウリン 500mg、銅 12.5mg、鉄 200mg、マンガン 40mg、亜鉛 125mg、ヨウ素 2mg、セレン 0.05mg bbox=[1067, 1174, 1360, 1204]
panel-body bbox=[749, 2178, 1049, 2411]
country-code-badge: CL bbox=[1314, 336, 1335, 351]
panel-body bbox=[749, 1074, 1049, 1338]
